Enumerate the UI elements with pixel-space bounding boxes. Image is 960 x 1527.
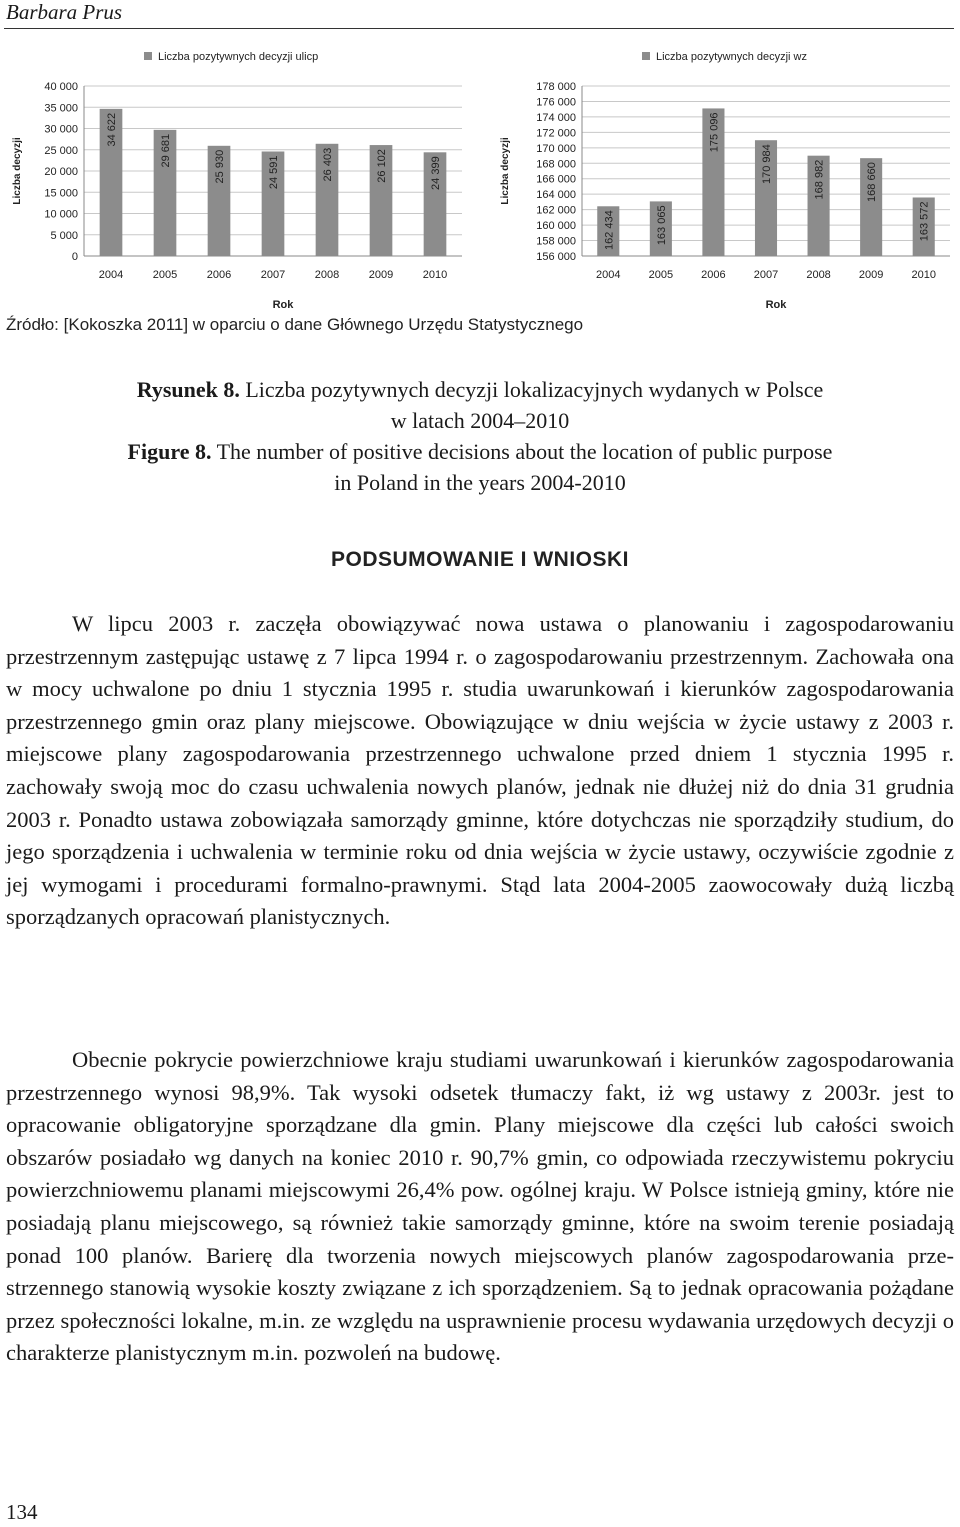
paragraph-text: W lipcu 2003 r. zaczęła obowiązywać nowa ustawa o planowaniu i zagospodarowaniu przestrzennym zastępując ustawę z 7 lipca 1994 r. o zagospodarowaniu przestrzennym. Zachowała ona w mocy uchwalone po dniu 1 stycznia 1995 r. studia uwarunkowań i kierunków zagospodarowania przestrzennego gmin oraz plany miejscowe. Obowiązujące w dniu wejścia w życie ustawy z 2003 r. miejscowe plany zagospodarowania przestrzennego uchwalone przed dniem 1 stycznia 1995 r. zachowały swoją moc do czasu uchwalenia nowych planów, jednak nie dłużej niż do dnia 31 grudnia 2003 r. Ponadto ustawa zobowiązała samorządy gminne, które dotychczas nie sporządziły studium, do jego sporządzenia i uchwalenia w terminie roku od dnia wejścia w życie ustawy, oczywiście zgodnie z jej wymogami i procedurami formalno-prawnymi. Stąd lata 2004-2005 zaowocowały dużą liczbą sporządzanych opracowań planistycznych. bbox=[6, 611, 954, 930]
y-tick-label: 160 000 bbox=[536, 220, 576, 233]
page-number: 134 bbox=[6, 1500, 38, 1524]
x-tick-label: 2005 bbox=[648, 269, 674, 281]
y-tick-label: 30 000 bbox=[44, 123, 78, 136]
bar-value-label: 162 434 bbox=[603, 210, 616, 251]
x-tick-label: 2005 bbox=[152, 269, 178, 281]
bar-value-label: 24 399 bbox=[430, 156, 442, 190]
y-tick-label: 168 000 bbox=[536, 158, 576, 171]
y-tick-label: 166 000 bbox=[536, 173, 576, 186]
running-head: Barbara Prus bbox=[6, 0, 123, 24]
caption-polish-line2: w latach 2004–2010 bbox=[390, 408, 570, 433]
caption-english bbox=[0, 436, 960, 498]
bar-value-label: 34 622 bbox=[106, 112, 118, 147]
bar-value-label: 25 930 bbox=[214, 149, 226, 184]
bar-value-label: 163 065 bbox=[655, 205, 668, 246]
y-tick-label: 172 000 bbox=[536, 127, 576, 140]
caption-polish-line1: Liczba pozytywnych decyzji lokalizacyjnych wydanych w Polsce bbox=[239, 377, 824, 402]
bar-value-label: 26 102 bbox=[376, 149, 388, 183]
header-rule bbox=[4, 28, 954, 29]
legend-label: Liczba pozytywnych decyzji ulicp bbox=[158, 51, 319, 63]
y-tick-label: 158 000 bbox=[536, 235, 576, 248]
x-tick-label: 2010 bbox=[422, 269, 448, 281]
x-tick-label: 2004 bbox=[98, 269, 124, 281]
caption-polish bbox=[0, 374, 960, 436]
x-tick-label: 2007 bbox=[753, 269, 779, 281]
y-tick-label: 162 000 bbox=[536, 204, 576, 217]
section-title: PODSUMOWANIE I WNIOSKI bbox=[330, 548, 629, 571]
y-tick-label: 156 000 bbox=[536, 251, 576, 263]
bar-value-label: 163 572 bbox=[918, 201, 931, 242]
chart-ulicp bbox=[0, 38, 480, 320]
x-tick-label: 2008 bbox=[314, 269, 340, 281]
y-tick-label: 40 000 bbox=[44, 81, 78, 93]
caption-english-line1: The number of positive decisions about the location of public purpose bbox=[211, 439, 833, 464]
x-tick-label: 2009 bbox=[858, 269, 884, 281]
legend-swatch bbox=[144, 52, 152, 60]
y-tick-label: 0 bbox=[71, 251, 78, 263]
x-tick-label: 2004 bbox=[596, 269, 621, 281]
y-axis-title: Liczba decyzji bbox=[500, 137, 511, 205]
bar-value-label: 24 591 bbox=[268, 155, 280, 190]
bar-value-label: 168 660 bbox=[866, 162, 879, 202]
x-tick-label: 2010 bbox=[911, 269, 936, 281]
x-tick-label: 2006 bbox=[701, 269, 726, 281]
body-paragraph-2 bbox=[6, 1044, 954, 1370]
bar-value-label: 29 681 bbox=[160, 133, 172, 168]
y-tick-label: 174 000 bbox=[536, 111, 576, 124]
y-tick-label: 170 000 bbox=[536, 142, 576, 155]
bar-value-label: 26 403 bbox=[322, 147, 334, 182]
y-tick-label: 35 000 bbox=[44, 102, 78, 115]
x-tick-label: 2009 bbox=[368, 269, 394, 281]
y-tick-label: 15 000 bbox=[44, 187, 78, 200]
y-tick-label: 178 000 bbox=[536, 81, 576, 93]
bar-value-label: 175 096 bbox=[708, 112, 721, 153]
caption-polish-label: Rysunek 8. bbox=[136, 377, 240, 402]
bar-value-label: 168 982 bbox=[813, 159, 826, 200]
x-axis-title: Rok bbox=[272, 299, 294, 311]
body-paragraph-1 bbox=[6, 608, 954, 934]
x-axis-title: Rok bbox=[765, 299, 787, 311]
chart-wz-svg bbox=[480, 38, 960, 320]
y-tick-label: 176 000 bbox=[536, 96, 576, 109]
legend-swatch bbox=[642, 52, 650, 60]
x-tick-label: 2008 bbox=[806, 269, 831, 281]
y-tick-label: 25 000 bbox=[44, 144, 78, 157]
legend-label: Liczba pozytywnych decyzji wz bbox=[656, 51, 808, 63]
y-tick-label: 5 000 bbox=[50, 229, 78, 242]
y-axis-title: Liczba decyzji bbox=[12, 137, 23, 205]
y-tick-label: 164 000 bbox=[536, 189, 576, 202]
paragraph-text: Obecnie pokrycie powierzchniowe kraju studiami uwarunkowań i kierunków zagospodarowania przestrzennego wynosi 98,9%. Tak wysoki odsetek tłumaczy fakt, iż wg ustawy z 2003r. jest to opracowanie obligatoryjne sporządzane dla gmin. Plany miejscowe dla części lub całości swoich obszarów posiadało wg danych na koniec 2010 r. 90,7% gmin, co odpowiada rzeczywistemu pokryciu powierzchniowemu planami miejscowymi 26,4% pow. ogólnej kraju. W Polsce istnieją gminy, które nie posiadają planu miejscowego, są również takie samorządy gminne, które na swoim terenie posiadają ponad 100 planów. Barierę dla tworzenia nowych miejscowych planów zagospodarowania przestrzennego stanowią wysokie koszty związane z ich sporządzeniem. Są to jednak opracowania pożądane przez społeczności lokalne, m.in. ze względu na usprawnienie procesu wydawania urzędowych decyzji o charakterze planistycznym m.in. pozwoleń na budowę. bbox=[6, 1047, 954, 1366]
x-tick-label: 2006 bbox=[206, 269, 232, 281]
caption-english-line2: in Poland in the years 2004-2010 bbox=[334, 470, 626, 495]
y-tick-label: 10 000 bbox=[44, 208, 78, 221]
figure-source: Źródło: [Kokoszka 2011] w oparciu o dane Głównego Urzędu Statystycznego bbox=[6, 315, 584, 334]
x-tick-label: 2007 bbox=[260, 269, 286, 281]
chart-wz bbox=[480, 38, 960, 320]
caption-english-label: Figure 8. bbox=[127, 439, 212, 464]
bar-value-label: 170 984 bbox=[761, 144, 773, 184]
y-tick-label: 20 000 bbox=[44, 166, 78, 178]
chart-ulicp-svg bbox=[0, 38, 480, 320]
